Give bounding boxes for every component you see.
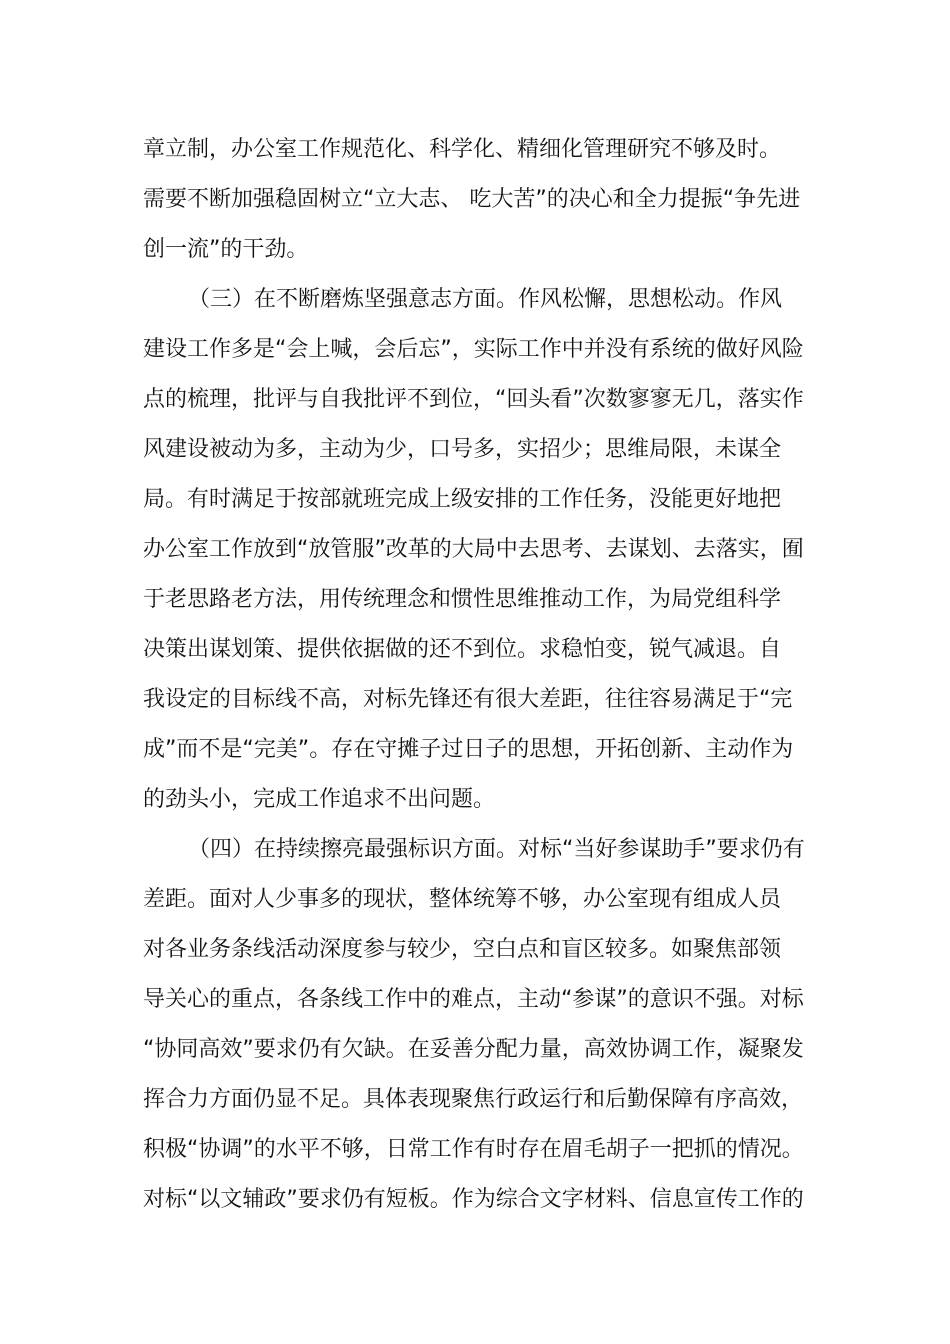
text-line-14: 的劲头小，完成工作追求不出问题。 [143, 787, 496, 812]
text-line-13: 成”而不是“完美”。存在守摊子过日子的思想，开拓创新、主动作为 [143, 737, 794, 762]
text-line-10: 于老思路老方法，用传统理念和惯性思维推动工作，为局党组科学 [143, 587, 782, 612]
text-line-19: “协同高效”要求仍有欠缺。在妥善分配力量，高效协调工作，凝聚发 [143, 1037, 804, 1062]
text-line-7: 风建设被动为多，主动为少，口号多，实招少；思维局限，未谋全 [143, 437, 782, 462]
text-line-22: 对标“以文辅政”要求仍有短板。作为综合文字材料、信息宣传工作的 [143, 1187, 804, 1212]
text-line-9: 办公室工作放到“放管服”改革的大局中去思考、去谋划、去落实，囿 [143, 537, 804, 562]
text-line-8: 局。有时满足于按部就班完成上级安排的工作任务，没能更好地把 [143, 487, 782, 512]
text-line-12: 我设定的目标线不高，对标先锋还有很大差距，往往容易满足于“完 [143, 687, 793, 712]
text-line-17: 对各业务条线活动深度参与较少，空白点和盲区较多。如聚焦部领 [143, 937, 782, 962]
paragraph-3-first-line: （三）在不断磨炼坚强意志方面。作风松懈，思想松动。作风 [188, 287, 783, 312]
text-line-16: 差距。面对人少事多的现状，整体统筹不够，办公室现有组成人员 [143, 887, 782, 912]
text-line-1: 章立制，办公室工作规范化、科学化、精细化管理研究不够及时。 [143, 137, 782, 162]
text-line-2: 需要不断加强稳固树立“立大志、 吃大苦”的决心和全力提振“争先进 [143, 187, 801, 212]
text-line-6: 点的梳理，批评与自我批评不到位，“回头看”次数寥寥无几，落实作 [143, 387, 804, 412]
text-line-5: 建设工作多是“会上喊，会后忘”，实际工作中并没有系统的做好风险 [143, 337, 804, 362]
text-line-20: 挥合力方面仍显不足。具体表现聚焦行政运行和后勤保障有序高效， [143, 1087, 804, 1112]
text-line-11: 决策出谋划策、提供依据做的还不到位。求稳怕变，锐气减退。自 [143, 637, 782, 662]
paragraph-4-first-line: （四）在持续擦亮最强标识方面。对标“当好参谋助手”要求仍有 [188, 837, 805, 862]
text-line-21: 积极“协调”的水平不够，日常工作有时存在眉毛胡子一把抓的情况。 [143, 1137, 804, 1162]
text-line-18: 导关心的重点，各条线工作中的难点，主动“参谋”的意识不强。对标 [143, 987, 804, 1012]
text-line-3: 创一流”的干劲。 [143, 237, 309, 262]
